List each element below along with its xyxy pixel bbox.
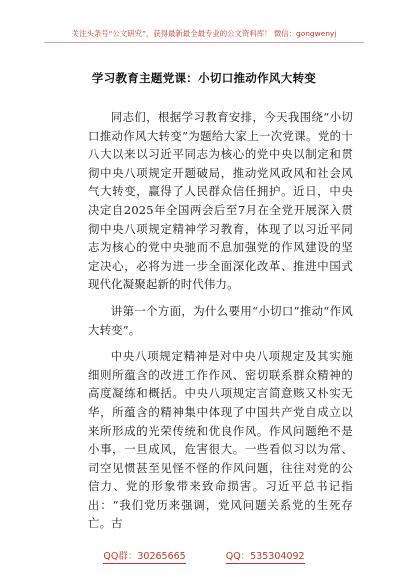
header-divider — [44, 42, 364, 43]
document-title: 学习教育主题党课：小切口推动作风大转变 — [91, 71, 317, 85]
footer-qq-group: QQ群：30265665 — [103, 548, 185, 564]
footer-contact — [0, 548, 408, 564]
paragraph-intro: 同志们，根据学习教育安排，今天我围绕“小切口推动作风大转变”为题给大家上一次党课。党的十八大以来以习近平同志为核心的党中央以制定和贯彻中央八项规定开题破局，推动党风政风和社会风气大转变，赢得了人民群众信任拥护。近日，中央决定自2025年全国两会后至7月在全党开展深入贯彻中央八项规定精神学习教育，体现了以习近平同志为核心的党中央驰而不息加强党的作风建设的坚定决心，必将为进一步全面深化改革、推进中国式现代化凝聚起新的时代伟力。 — [88, 110, 353, 292]
header-promo-note: 关注头条号“公文研究”，获得最新最全最专业的公文资料库！ 微信：gongwenyj — [71, 29, 337, 38]
footer-qq: QQ：535304092 — [226, 548, 305, 564]
document-body — [88, 108, 353, 533]
footer-spacer — [186, 558, 226, 559]
paragraph-body: 中央八项规定精神是对中央八项规定及其实施细则所蕴含的改进工作作风、密切联系群众精神的高度凝练和概括。中央八项规定言简意赅又朴实无华，所蕴含的精神集中体现了中国共产党自成立以来所形成的光荣传统和优良作风。作风问题绝不是小事，一旦成风，危害很大。一些看似习以为常、司空见惯甚至见怪不怪的作风问题，往往对党的公信力、党的形象带来致命损害。习近平总书记指出：“我们党历来强调，党风问题关系党的生死存亡。古 — [88, 349, 353, 531]
paragraph-section-heading: 讲第一个方面，为什么要用“小切口”推动“作风大转变”。 — [88, 303, 353, 337]
